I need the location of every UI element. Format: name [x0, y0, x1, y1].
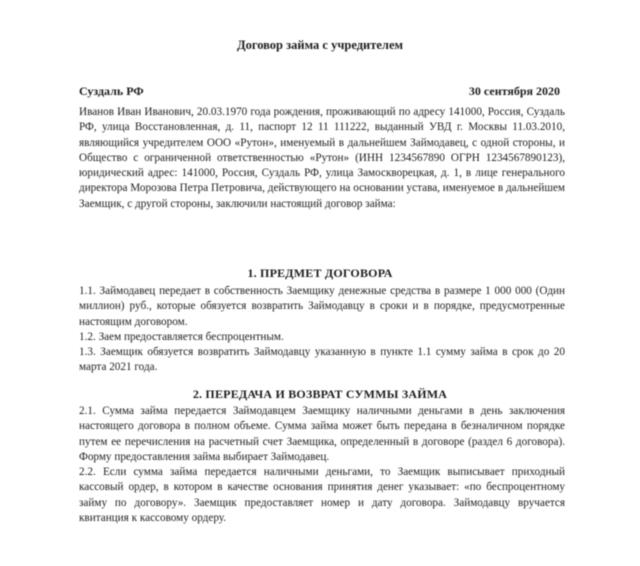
section-1-body	[79, 284, 565, 376]
clause-1-1: 1.1. Займодавец передает в собственность Заемщику денежные средства в размере 1 000 000 (Один миллион) руб., которые обязуется возвратить Займодавцу в сроки и в порядке, предусмотренные настоящим договором.	[79, 285, 565, 328]
clause-1-2: 1.2. Заем предоставляется беспроцентным.	[79, 330, 284, 343]
intro-paragraph: Иванов Иван Иванович, 20.03.1970 года рождения, проживающий по адресу 141000, Россия, Суздаль РФ, улица Восстановленная, д. 11, паспорт 12 11 111222, выданный УВД г. Москвы 11.03.2010, являющийся учредителем ООО «Рутон», именуемый в дальнейшем Займодавец, с одной стороны, и Общество с ограниченной ответственностью «Рутон» (ИНН 1234567890 ОГРН 1234567890123), юридический адрес: 141000, Россия, Суздаль РФ, улица Замоскворецкая, д. 1, в лице генерального директора Морозова Петра Петровича, действующего на основании устава, именуемое в дальнейшем Заемщик, с другой стороны, заключили настоящий договор займа:	[79, 106, 565, 210]
document-city: Суздаль РФ	[79, 84, 144, 98]
section-1-heading: 1. ПРЕДМЕТ ДОГОВОРА	[247, 266, 393, 280]
section-2-heading: 2. ПЕРЕДАЧА И ВОЗВРАТ СУММЫ ЗАЙМА	[192, 387, 448, 401]
document-title: Договор займа с учредителем	[236, 38, 404, 52]
section-2-body	[79, 404, 565, 526]
clause-1-3: 1.3. Заемщик обязуется возвратить Займодавцу указанную в пункте 1.1 сумму займа в срок до 20 марта 2021 года.	[79, 346, 565, 374]
clause-2-2: 2.2. Если сумма займа передается наличными деньгами, то Заемщик выписывает приходный кассовый ордер, в котором в качестве основания принятия денег указывает: «по беспроцентному займу по договору». Заемщик предоставляет номер и дату договора. Займодавцу вручается квитанция к кассовому ордеру.	[79, 466, 565, 525]
clause-2-1: 2.1. Сумма займа передается Займодавцем Заемщику наличными деньгами в день заключения настоящего договора в полном объеме. Сумма займа может быть передана в безналичном порядке путем ее перечисления на расчетный счет Заемщика, определенный в договоре (раздел 6 договора). Форму предоставления займа выбирает Займодавец.	[79, 405, 565, 463]
document-date: 30 сентября 2020	[468, 84, 560, 98]
